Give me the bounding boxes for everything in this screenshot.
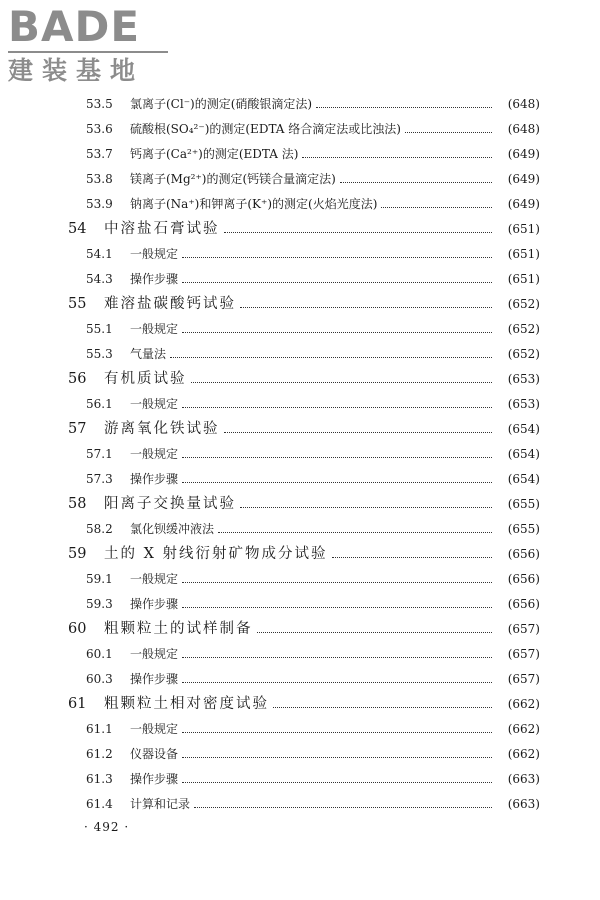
toc-entry-number: 53.7	[86, 147, 113, 161]
toc-entry-number: 60.3	[86, 672, 113, 686]
toc-entry-number: 56.1	[86, 397, 113, 411]
toc-section-entry[interactable]	[68, 192, 540, 217]
toc-entry-page: (651)	[507, 272, 540, 286]
toc-leader-dots	[170, 357, 492, 358]
toc-entry-title: 操作步骤	[130, 597, 179, 611]
toc-entry-number: 55.3	[86, 347, 113, 361]
toc-entry-title: 一般规定	[130, 447, 179, 461]
toc-entry-number: 54.1	[86, 247, 113, 261]
toc-entry-page: (649)	[507, 147, 540, 161]
toc-leader-dots	[257, 632, 493, 633]
toc-leader-dots	[182, 607, 492, 608]
toc-entry-number: 59	[68, 546, 87, 562]
toc-entry-page: (656)	[507, 597, 540, 611]
toc-entry-number: 54	[68, 221, 87, 237]
toc-leader-dots	[182, 657, 492, 658]
toc-entry-title: 操作步骤	[130, 472, 179, 486]
toc-entry-number: 55	[68, 296, 87, 312]
toc-entry-title: 氯化钡缓冲液法	[130, 522, 215, 536]
toc-section-entry[interactable]	[68, 117, 540, 142]
toc-entry-page: (657)	[507, 672, 540, 686]
toc-entry-title: 操作步骤	[130, 272, 179, 286]
toc-leader-dots	[224, 432, 493, 433]
toc-leader-dots	[191, 382, 493, 383]
toc-entry-title: 操作步骤	[130, 672, 179, 686]
toc-entry-title: 有机质试验	[104, 371, 187, 387]
toc-chapter-entry[interactable]	[68, 692, 540, 717]
toc-entry-number: 61.3	[86, 772, 113, 786]
toc-chapter-entry[interactable]	[68, 217, 540, 242]
toc-entry-page: (663)	[507, 772, 540, 786]
toc-chapter-entry[interactable]	[68, 417, 540, 442]
toc-entry-number: 53.8	[86, 172, 113, 186]
toc-entry-page: (653)	[507, 397, 540, 411]
toc-entry-title: 气量法	[130, 347, 167, 361]
toc-entry-number: 61.1	[86, 722, 113, 736]
toc-entry-title: 一般规定	[130, 247, 179, 261]
toc-entry-page: (662)	[507, 722, 540, 736]
toc-entry-number: 57.3	[86, 472, 113, 486]
toc-entry-title: 硫酸根(SO₄²⁻)的测定(EDTA 络合滴定法或比浊法)	[130, 122, 401, 136]
toc-leader-dots	[182, 482, 492, 483]
toc-entry-number: 54.3	[86, 272, 113, 286]
toc-leader-dots	[182, 332, 492, 333]
toc-entry-title: 氯离子(Cl⁻)的测定(硝酸银滴定法)	[130, 97, 313, 111]
toc-entry-number: 53.9	[86, 197, 113, 211]
toc-entry-number: 60	[68, 621, 87, 637]
toc-entry-page: (648)	[507, 122, 540, 136]
toc-leader-dots	[273, 707, 492, 708]
toc-entry-page: (656)	[507, 547, 540, 561]
toc-entry-page: (657)	[507, 622, 540, 636]
toc-entry-title: 中溶盐石膏试验	[104, 221, 220, 237]
logo-wordmark: BADE	[8, 2, 141, 51]
toc-leader-dots	[316, 107, 492, 108]
toc-entry-title: 一般规定	[130, 722, 179, 736]
toc-section-entry[interactable]	[68, 792, 540, 817]
toc-leader-dots	[182, 582, 492, 583]
toc-leader-dots	[182, 782, 492, 783]
toc-leader-dots	[194, 807, 492, 808]
toc-entry-page: (663)	[507, 797, 540, 811]
toc-entry-page: (655)	[507, 522, 540, 536]
toc-section-entry[interactable]	[68, 92, 540, 117]
toc-entry-title: 仪器设备	[130, 747, 179, 761]
toc-leader-dots	[182, 407, 492, 408]
toc-entry-number: 61	[68, 696, 87, 712]
toc-leader-dots	[340, 182, 492, 183]
toc-section-entry[interactable]	[68, 317, 540, 342]
toc-leader-dots	[332, 557, 492, 558]
toc-entry-number: 56	[68, 371, 87, 387]
toc-entry-page: (655)	[507, 497, 540, 511]
toc-entry-title: 计算和记录	[130, 797, 191, 811]
toc-entry-title: 一般规定	[130, 322, 179, 336]
toc-chapter-entry[interactable]	[68, 492, 540, 517]
toc-entry-title: 土的 X 射线衍射矿物成分试验	[104, 546, 328, 562]
toc-section-entry[interactable]	[68, 342, 540, 367]
toc-leader-dots	[182, 257, 492, 258]
toc-entry-number: 61.2	[86, 747, 113, 761]
toc-chapter-entry[interactable]	[68, 367, 540, 392]
toc-entry-number: 59.1	[86, 572, 113, 586]
toc-entry-number: 58	[68, 496, 87, 512]
toc-entry-page: (654)	[507, 447, 540, 461]
toc-entry-page: (654)	[507, 472, 540, 486]
toc-entry-page: (652)	[507, 297, 540, 311]
table-of-contents	[68, 92, 540, 817]
toc-entry-number: 60.1	[86, 647, 113, 661]
toc-section-entry[interactable]	[68, 667, 540, 692]
toc-leader-dots	[182, 757, 492, 758]
toc-entry-page: (651)	[507, 247, 540, 261]
toc-entry-title: 难溶盐碳酸钙试验	[104, 296, 236, 312]
toc-leader-dots	[218, 532, 492, 533]
publisher-logo	[8, 4, 178, 88]
toc-entry-number: 53.5	[86, 97, 113, 111]
toc-entry-title: 操作步骤	[130, 772, 179, 786]
toc-section-entry[interactable]	[68, 717, 540, 742]
toc-entry-number: 57.1	[86, 447, 113, 461]
toc-section-entry[interactable]	[68, 167, 540, 192]
toc-leader-dots	[381, 207, 492, 208]
toc-entry-number: 59.3	[86, 597, 113, 611]
logo-subtitle: 建装基地	[8, 56, 145, 85]
toc-entry-page: (652)	[507, 322, 540, 336]
toc-entry-title: 钙离子(Ca²⁺)的测定(EDTA 法)	[130, 147, 299, 161]
toc-section-entry[interactable]	[68, 567, 540, 592]
toc-entry-page: (652)	[507, 347, 540, 361]
toc-entry-title: 一般规定	[130, 397, 179, 411]
toc-entry-title: 游离氧化铁试验	[104, 421, 220, 437]
toc-leader-dots	[224, 232, 493, 233]
toc-entry-page: (662)	[507, 697, 540, 711]
toc-entry-page: (653)	[507, 372, 540, 386]
toc-chapter-entry[interactable]	[68, 617, 540, 642]
toc-entry-page: (651)	[507, 222, 540, 236]
toc-section-entry[interactable]	[68, 517, 540, 542]
toc-entry-page: (657)	[507, 647, 540, 661]
toc-entry-page: (649)	[507, 197, 540, 211]
toc-entry-number: 53.6	[86, 122, 113, 136]
logo-divider	[8, 51, 168, 53]
page-number: · 492 ·	[84, 820, 130, 834]
toc-entry-page: (648)	[507, 97, 540, 111]
toc-leader-dots	[182, 682, 492, 683]
toc-leader-dots	[182, 282, 492, 283]
toc-entry-title: 粗颗粒土的试样制备	[104, 621, 253, 637]
toc-entry-number: 57	[68, 421, 87, 437]
toc-entry-page: (662)	[507, 747, 540, 761]
toc-section-entry[interactable]	[68, 642, 540, 667]
toc-section-entry[interactable]	[68, 442, 540, 467]
toc-section-entry[interactable]	[68, 742, 540, 767]
toc-entry-title: 一般规定	[130, 647, 179, 661]
toc-entry-title: 阳离子交换量试验	[104, 496, 236, 512]
toc-section-entry[interactable]	[68, 592, 540, 617]
toc-leader-dots	[240, 307, 492, 308]
toc-entry-page: (656)	[507, 572, 540, 586]
toc-leader-dots	[182, 732, 492, 733]
toc-entry-title: 钠离子(Na⁺)和钾离子(K⁺)的测定(火焰光度法)	[130, 197, 378, 211]
toc-entry-number: 58.2	[86, 522, 113, 536]
toc-section-entry[interactable]	[68, 392, 540, 417]
toc-leader-dots	[240, 507, 492, 508]
toc-entry-page: (654)	[507, 422, 540, 436]
toc-leader-dots	[302, 157, 492, 158]
toc-leader-dots	[182, 457, 492, 458]
toc-entry-number: 61.4	[86, 797, 113, 811]
toc-section-entry[interactable]	[68, 767, 540, 792]
toc-entry-title: 粗颗粒土相对密度试验	[104, 696, 269, 712]
toc-leader-dots	[405, 132, 492, 133]
toc-section-entry[interactable]	[68, 267, 540, 292]
toc-chapter-entry[interactable]	[68, 542, 540, 567]
toc-entry-title: 镁离子(Mg²⁺)的测定(钙镁合量滴定法)	[130, 172, 336, 186]
toc-entry-title: 一般规定	[130, 572, 179, 586]
toc-chapter-entry[interactable]	[68, 292, 540, 317]
toc-section-entry[interactable]	[68, 142, 540, 167]
toc-entry-number: 55.1	[86, 322, 113, 336]
toc-section-entry[interactable]	[68, 242, 540, 267]
toc-entry-page: (649)	[507, 172, 540, 186]
toc-section-entry[interactable]	[68, 467, 540, 492]
